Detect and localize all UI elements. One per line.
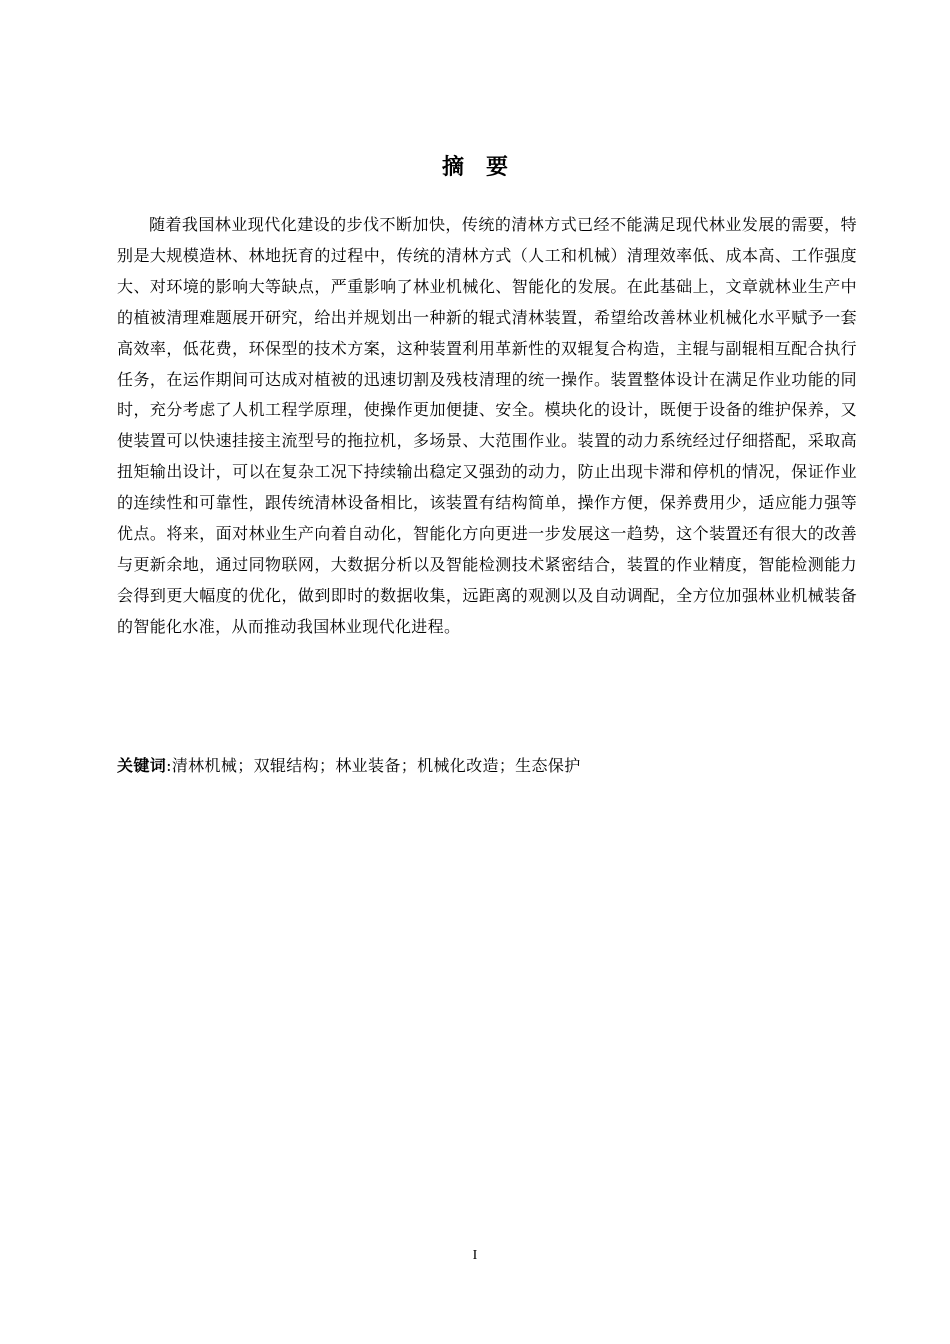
page-number: I (472, 1248, 478, 1263)
keywords-label: 关键词 (117, 756, 167, 775)
page-title: 摘要 (441, 154, 530, 180)
keywords-text: 清林机械；双辊结构；林业装备；机械化改造；生态保护 (171, 756, 581, 775)
keywords-line (117, 752, 857, 780)
keywords-separator: : (166, 756, 172, 775)
abstract-paragraph: 随着我国林业现代化建设的步伐不断加快，传统的清林方式已经不能满足现代林业发展的需要，特别是大规模造林、林地抚育的过程中，传统的清林方式（人工和机械）清理效率低、成本高、工作强度大、对环境的影响大等缺点，严重影响了林业机械化、智能化的发展。在此基础上，文章就林业生产中的植被清理难题展开研究，给出并规划出一种新的辊式清林装置，希望给改善林业机械化水平赋予一套高效率，低花费，环保型的技术方案，这种装置利用革新性的双辊复合构造，主辊与副辊相互配合执行任务，在运作期间可达成对植被的迅速切割及残枝清理的统一操作。装置整体设计在满足作业功能的同时，充分考虑了人机工程学原理，使操作更加便捷、安全。模块化的设计，既便于设备的维护保养，又使装置可以快速挂接主流型号的拖拉机，多场景、大范围作业。装置的动力系统经过仔细搭配，采取高扭矩输出设计，可以在复杂工况下持续输出稳定又强劲的动力，防止出现卡滞和停机的情况，保证作业的连续性和可靠性，跟传统清林设备相比，该装置有结构简单，操作方便，保养费用少，适应能力强等优点。将来，面对林业生产向着自动化，智能化方向更进一步发展这一趋势，这个装置还有很大的改善与更新余地，通过同物联网，大数据分析以及智能检测技术紧密结合，装置的作业精度，智能检测能力会得到更大幅度的优化，做到即时的数据收集，远距离的观测以及自动调配，全方位加强林业机械装备的智能化水准，从而推动我国林业现代化进程。 (117, 215, 857, 636)
